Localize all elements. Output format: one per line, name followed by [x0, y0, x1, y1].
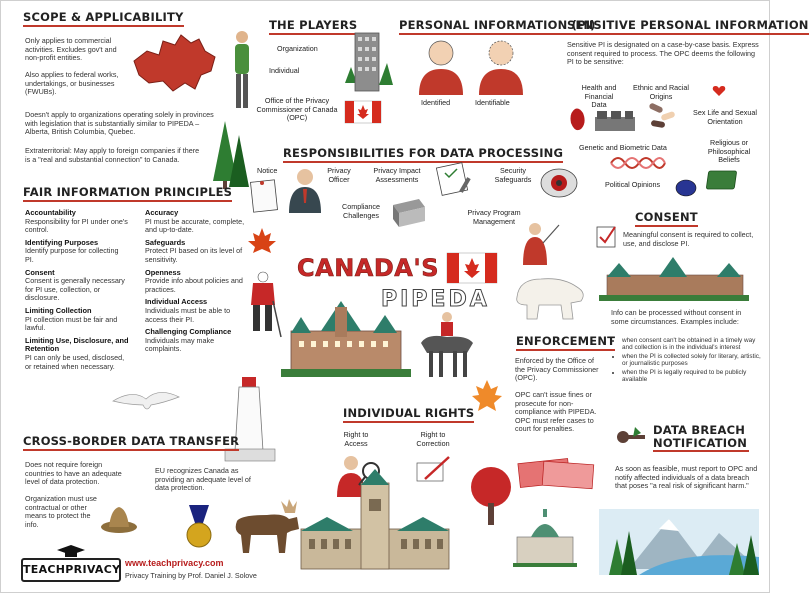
- mountie-hat-icon: [99, 501, 139, 545]
- resp-program-label: Privacy Program Management: [467, 208, 521, 226]
- breach-heading-text: DATA BREACH NOTIFICATION: [653, 423, 748, 450]
- responsibilities-heading: RESPONSIBILITIES FOR DATA PROCESSING: [283, 146, 563, 163]
- oratory-building-icon: [513, 507, 577, 567]
- privacy-officer-icon: [285, 167, 325, 213]
- title-flag-icon: [447, 253, 497, 283]
- complaint-box-icon: [391, 197, 427, 229]
- security-camera-icon: [537, 163, 581, 203]
- fip-item: Accountability Responsibility for PI under one's control.: [25, 208, 128, 235]
- fip-item: Individual Access Individuals must be able to access their PI.: [145, 297, 231, 324]
- scope-text-3: Doesn't apply to organizations operating solely in provinces with legislation that is substantially similar to PIPEDA – Alberta, British Columbia, Quebec.: [25, 110, 214, 137]
- heart-icon: [712, 85, 726, 97]
- political-pin-icon: [675, 178, 697, 198]
- crossborder-text-1: Does not require foreign countries to have an adequate level of data protection.: [25, 460, 122, 487]
- breach-heading: [653, 424, 749, 453]
- fip-right-column: [145, 209, 245, 358]
- sensitive-political-label: Political Opinions: [605, 180, 661, 189]
- players-organization-label: Organization: [277, 44, 318, 53]
- fip-left-column: [25, 209, 129, 375]
- consent-bullet: • when the PI is legally required to be publicly available: [622, 369, 761, 384]
- players-individual-label: Individual: [269, 66, 300, 75]
- pi-people-icon: [415, 37, 539, 97]
- scope-text-4: Extraterritorial: May apply to foreign companies if there is a "real and substantial connection" to Canada.: [25, 146, 200, 164]
- fip-item: Limiting Collection PI collection must be fair and lawful.: [25, 305, 118, 333]
- sensitive-health-label: Health and Financial Data: [581, 83, 617, 110]
- pia-clipboard-icon: [435, 161, 477, 195]
- resp-compliance-label: Compliance Challenges: [342, 202, 380, 220]
- consent-bullet: • when the PI is collected solely for literary, artistic, or journalistic purposes: [622, 353, 761, 368]
- fip-item: Consent Consent is generally necessary for PI use, collection, or disclosure.: [25, 267, 125, 303]
- right-correction-label: Right to Correction: [416, 430, 450, 448]
- fip-item: Safeguards Protect PI based on its level of sensitivity.: [145, 237, 243, 264]
- pi-identifiable-label: Identifiable: [475, 98, 510, 107]
- fip-item: Challenging Compliance Individuals may make complaints.: [145, 327, 232, 354]
- landscape-icon: [599, 509, 759, 575]
- title-pipeda: PIPEDA: [381, 287, 490, 312]
- sensitive-genetic-label: Genetic and Biometric Data: [579, 143, 667, 152]
- book-icon: [709, 169, 741, 191]
- consent-bullet: • when consent can't be obtained in a timely way and collection is in the individual's interest: [622, 337, 761, 352]
- mountie-horse-icon: [417, 311, 477, 381]
- maple-leaf-icon: [247, 227, 277, 257]
- resp-notice-label: Notice: [257, 166, 278, 175]
- fip-item: Identifying Purposes Identify purpose for collecting PI.: [25, 237, 119, 264]
- hockey-player-icon: [245, 271, 281, 343]
- fip-item: Openness Provide info about policies and practices.: [145, 267, 243, 294]
- sensitive-intro: Sensitive PI is designated on a case-by-case basis. Express consent required to process. The OPC deems the following PI to be sensitive:: [567, 40, 759, 67]
- fip-item: Limiting Use, Disclosure, and Retention PI can only be used, disclosed, or retained when necessary.: [25, 335, 129, 371]
- orange-leaf-icon: [471, 379, 503, 415]
- consent-bullets: [613, 337, 761, 384]
- title-canadas: CANADA'S: [297, 254, 439, 282]
- consent-checkbox-icon: [595, 223, 617, 249]
- scope-text-2: Also applies to federal works, undertakings, or businesses (FWUBs).: [25, 70, 119, 97]
- teachprivacy-logo: TEACHPRIVACY: [21, 558, 121, 582]
- health-financial-icon: [567, 105, 643, 135]
- fip-heading: FAIR INFORMATION PRINCIPLES: [23, 185, 232, 202]
- parliament-building-icon: [297, 469, 453, 577]
- consent-text: Meaningful consent is required to collect, use, and disclose PI.: [623, 230, 754, 248]
- office-building-icon: [341, 33, 393, 93]
- resp-officer-label: Privacy Officer: [327, 166, 351, 184]
- pi-heading: PERSONAL INFORMATION (PI): [399, 18, 596, 35]
- resp-safeguards-label: Security Safeguards: [494, 166, 532, 184]
- rights-heading: INDIVIDUAL RIGHTS: [343, 406, 474, 423]
- chateau-frontenac-icon: [281, 291, 411, 381]
- pi-identified-label: Identified: [421, 98, 451, 107]
- moose-icon: [227, 499, 301, 555]
- brand-url-link[interactable]: www.teachprivacy.com: [125, 558, 224, 568]
- consent-exceptions: Info can be processed without consent in some circumstances. Examples include:: [611, 308, 742, 326]
- program-manager-icon: [519, 221, 559, 267]
- graduation-cap-icon: [57, 545, 85, 559]
- scope-text-1: Only applies to commercial activities. Excludes gov't and non-profit entities.: [25, 36, 117, 63]
- ethnic-hands-icon: [645, 99, 681, 135]
- breach-keys-icon: [615, 425, 649, 449]
- crossborder-heading: CROSS-BORDER DATA TRANSFER: [23, 434, 239, 451]
- polar-bear-icon: [511, 267, 587, 323]
- snowy-owl-icon: [113, 385, 179, 417]
- sensitive-religious-label: Religious or Philosophical Beliefs: [707, 138, 751, 165]
- canada-flag-icon: [345, 101, 381, 123]
- fip-item: Accuracy PI must be accurate, complete, and up-to-date.: [145, 208, 245, 235]
- chateau-hotel-icon: [599, 257, 749, 301]
- sensitive-sex-label: Sex Life and Sexual Orientation: [693, 108, 757, 126]
- enforcement-text-2: OPC can't issue fines or prosecute for non-compliance with PIPEDA. OPC must refer cases to court for penalties.: [515, 390, 597, 434]
- scope-heading: SCOPE & APPLICABILITY: [23, 10, 184, 27]
- crossborder-text-2: Organization must use contractual or other means to protect the info.: [25, 494, 97, 529]
- breach-text: As soon as feasible, must report to OPC and notify affected individuals of a data breach that poses "a real risk of significant harm.": [615, 464, 758, 491]
- notice-paper-icon: [250, 179, 280, 213]
- crossborder-eu-text: EU recognizes Canada as providing an adequate level of data protection.: [155, 466, 251, 493]
- players-opc-label: Office of the Privacy Commissioner of Canada (OPC): [256, 96, 338, 123]
- sensitive-ethnic-label: Ethnic and Racial Origins: [633, 83, 689, 101]
- resp-pia-label: Privacy Impact Assessments: [373, 166, 421, 184]
- sensitive-heading: SENSITIVE PERSONAL INFORMATION: [567, 18, 809, 35]
- enforcement-heading: ENFORCEMENT: [516, 334, 615, 351]
- individual-person-icon: [227, 29, 257, 117]
- consent-heading: CONSENT: [635, 210, 698, 227]
- money-icon: [517, 455, 595, 491]
- red-maple-tree-icon: [469, 465, 513, 527]
- players-heading: THE PLAYERS: [269, 18, 357, 35]
- canada-map-icon: [129, 31, 219, 101]
- enforcement-text-1: Enforced by the Office of the Privacy Commissioner (OPC).: [515, 356, 599, 383]
- right-access-label: Right to Access: [343, 430, 369, 448]
- brand-credit: Privacy Training by Prof. Daniel J. Solove: [125, 571, 257, 580]
- dna-icon: [609, 153, 665, 173]
- medal-icon: [181, 505, 217, 553]
